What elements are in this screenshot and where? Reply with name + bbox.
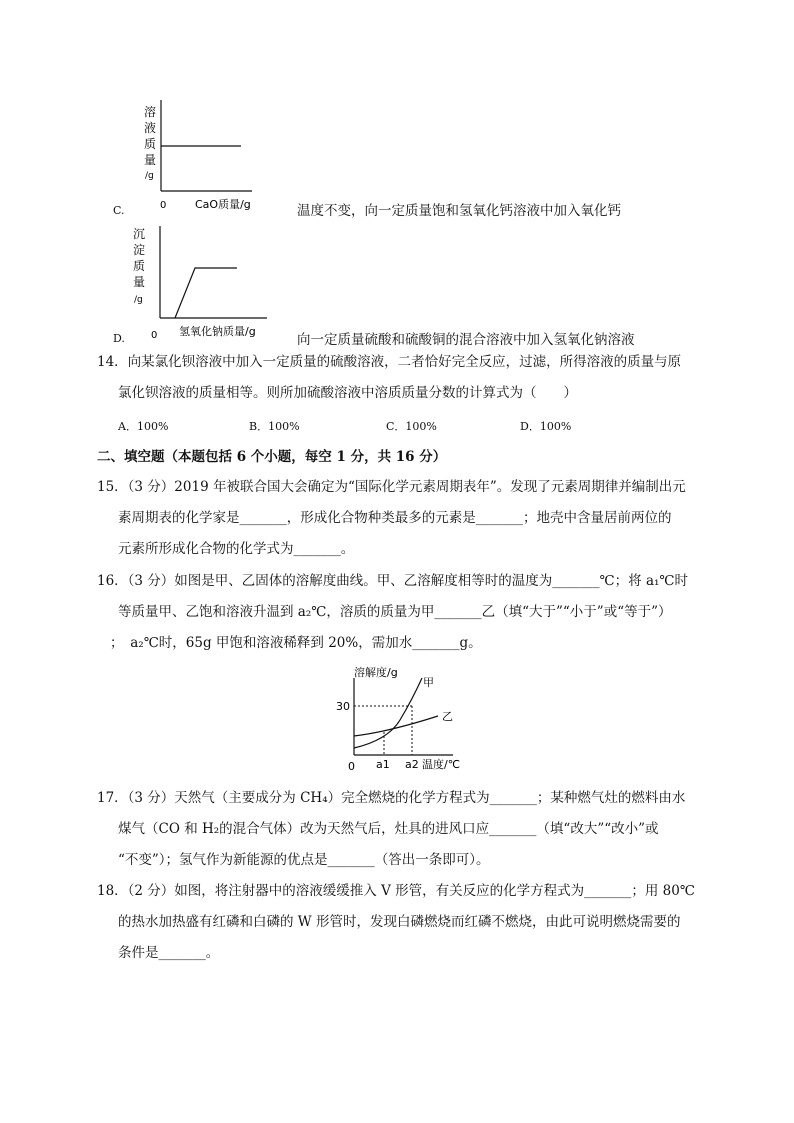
option-c-ylabel-4: 量 (144, 153, 157, 167)
option-d-description: 向一定质量硫酸和硫酸铜的混合溶液中加入氢氧化钠溶液 (297, 332, 635, 348)
option-d-ylabel-4: 量 (133, 275, 146, 289)
option-c-origin: 0 (160, 200, 167, 211)
q18-line-1: 18．（2 分）如图，将注射器中的溶液缓缓推入 V 形管，有关反应的化学方程式为_______；用 80℃ (97, 883, 695, 899)
q14-choice-d[interactable]: D．100% (520, 420, 572, 433)
q17-line-1: 17．（3 分）天然气（主要成分为 CH₄）完全燃烧的化学方程式为_______；某种燃气灶的燃料由水 (97, 790, 686, 806)
chart-y-axis-label: 溶解度/g (354, 666, 398, 679)
q17-line-3: “不变”）；氢气作为新能源的优点是_______（答出一条即可）。 (118, 852, 490, 868)
q16-line-2: 等质量甲、乙饱和溶液升温到 a₂℃，溶质的质量为甲_______乙（填“大于”“小于”或“等于”） (118, 604, 672, 620)
option-d-ylabel-1: 沉 (133, 227, 146, 241)
q16-line-1: 16．（3 分）如图是甲、乙固体的溶解度曲线。甲、乙溶解度相等时的温度为_______℃；将 a₁℃时 (97, 573, 689, 589)
option-c-xlabel: CaO质量/g (195, 198, 251, 211)
chart-x-tick-a1: a1 (376, 758, 390, 771)
option-c-ylabel-1: 溶 (144, 105, 157, 119)
q18-line-3: 条件是_______。 (118, 945, 220, 961)
series-jia-label: 甲 (423, 676, 434, 689)
option-d-ylabel-2: 淀 (133, 243, 146, 257)
series-jia-curve (354, 678, 422, 748)
series-yi-label: 乙 (442, 710, 453, 723)
q14-line-2: 氯化钡溶液的质量相等。则所加硫酸溶液中溶质质量分数的计算式为（ ） (118, 385, 577, 401)
solubility-chart (326, 662, 466, 776)
chart-origin: 0 (348, 760, 355, 773)
q15-line-1: 15．（3 分）2019 年被联合国大会确定为“国际化学元素周期表年”。发现了元素周期律并编制出元 (97, 479, 686, 495)
option-c-ylabel-3: 质 (144, 137, 157, 151)
option-c-description: 温度不变，向一定质量饱和氢氧化钙溶液中加入氧化钙 (297, 203, 621, 219)
q15-line-3: 元素所形成化合物的化学式为_______。 (118, 541, 355, 557)
q14-choice-c[interactable]: C．100% (386, 420, 437, 433)
q14-line-1: 14．向某氯化钡溶液中加入一定质量的硫酸溶液，二者恰好完全反应，过滤，所得溶液的质量与原 (97, 354, 682, 370)
option-d-graph (127, 222, 277, 342)
option-c-ylabel-2: 液 (144, 121, 157, 135)
option-c-graph (138, 98, 258, 214)
option-d-origin: 0 (151, 330, 158, 341)
chart-y-tick-30: 30 (336, 700, 350, 713)
q16-line-3: ； a₂℃时，65g 甲饱和溶液稀释到 20%，需加水_______g。 (110, 635, 482, 651)
q17-line-2: 煤气（CO 和 H₂的混合气体）改为天然气后，灶具的进风口应_______（填“改大”“改小”或 (118, 821, 659, 837)
q14-choice-b[interactable]: B．100% (249, 420, 300, 433)
option-c-letter: C. (113, 204, 125, 217)
section-2-title: 二、填空题（本题包括 6 个小题，每空 1 分，共 16 分） (97, 449, 447, 465)
chart-x-tick-a2: a2 (405, 758, 419, 771)
chart-x-axis-label: 温度/℃ (422, 758, 461, 771)
q15-line-2: 素周期表的化学家是_______，形成化合物种类最多的元素是_______；地壳中含量居前两位的 (118, 510, 672, 526)
q14-choice-a[interactable]: A．100% (118, 420, 169, 433)
option-d-ylabel-3: 质 (133, 259, 146, 273)
option-c-ylabel-5: /g (145, 171, 154, 181)
option-d-ylabel-5: /g (134, 295, 143, 305)
option-d-letter: D. (113, 332, 125, 345)
option-d-curve (175, 268, 237, 318)
option-d-xlabel: 氢氧化钠质量/g (179, 325, 256, 338)
q18-line-2: 的热水加热盛有红磷和白磷的 W 形管时，发现白磷燃烧而红磷不燃烧，由此可说明燃烧需要的 (118, 914, 681, 930)
